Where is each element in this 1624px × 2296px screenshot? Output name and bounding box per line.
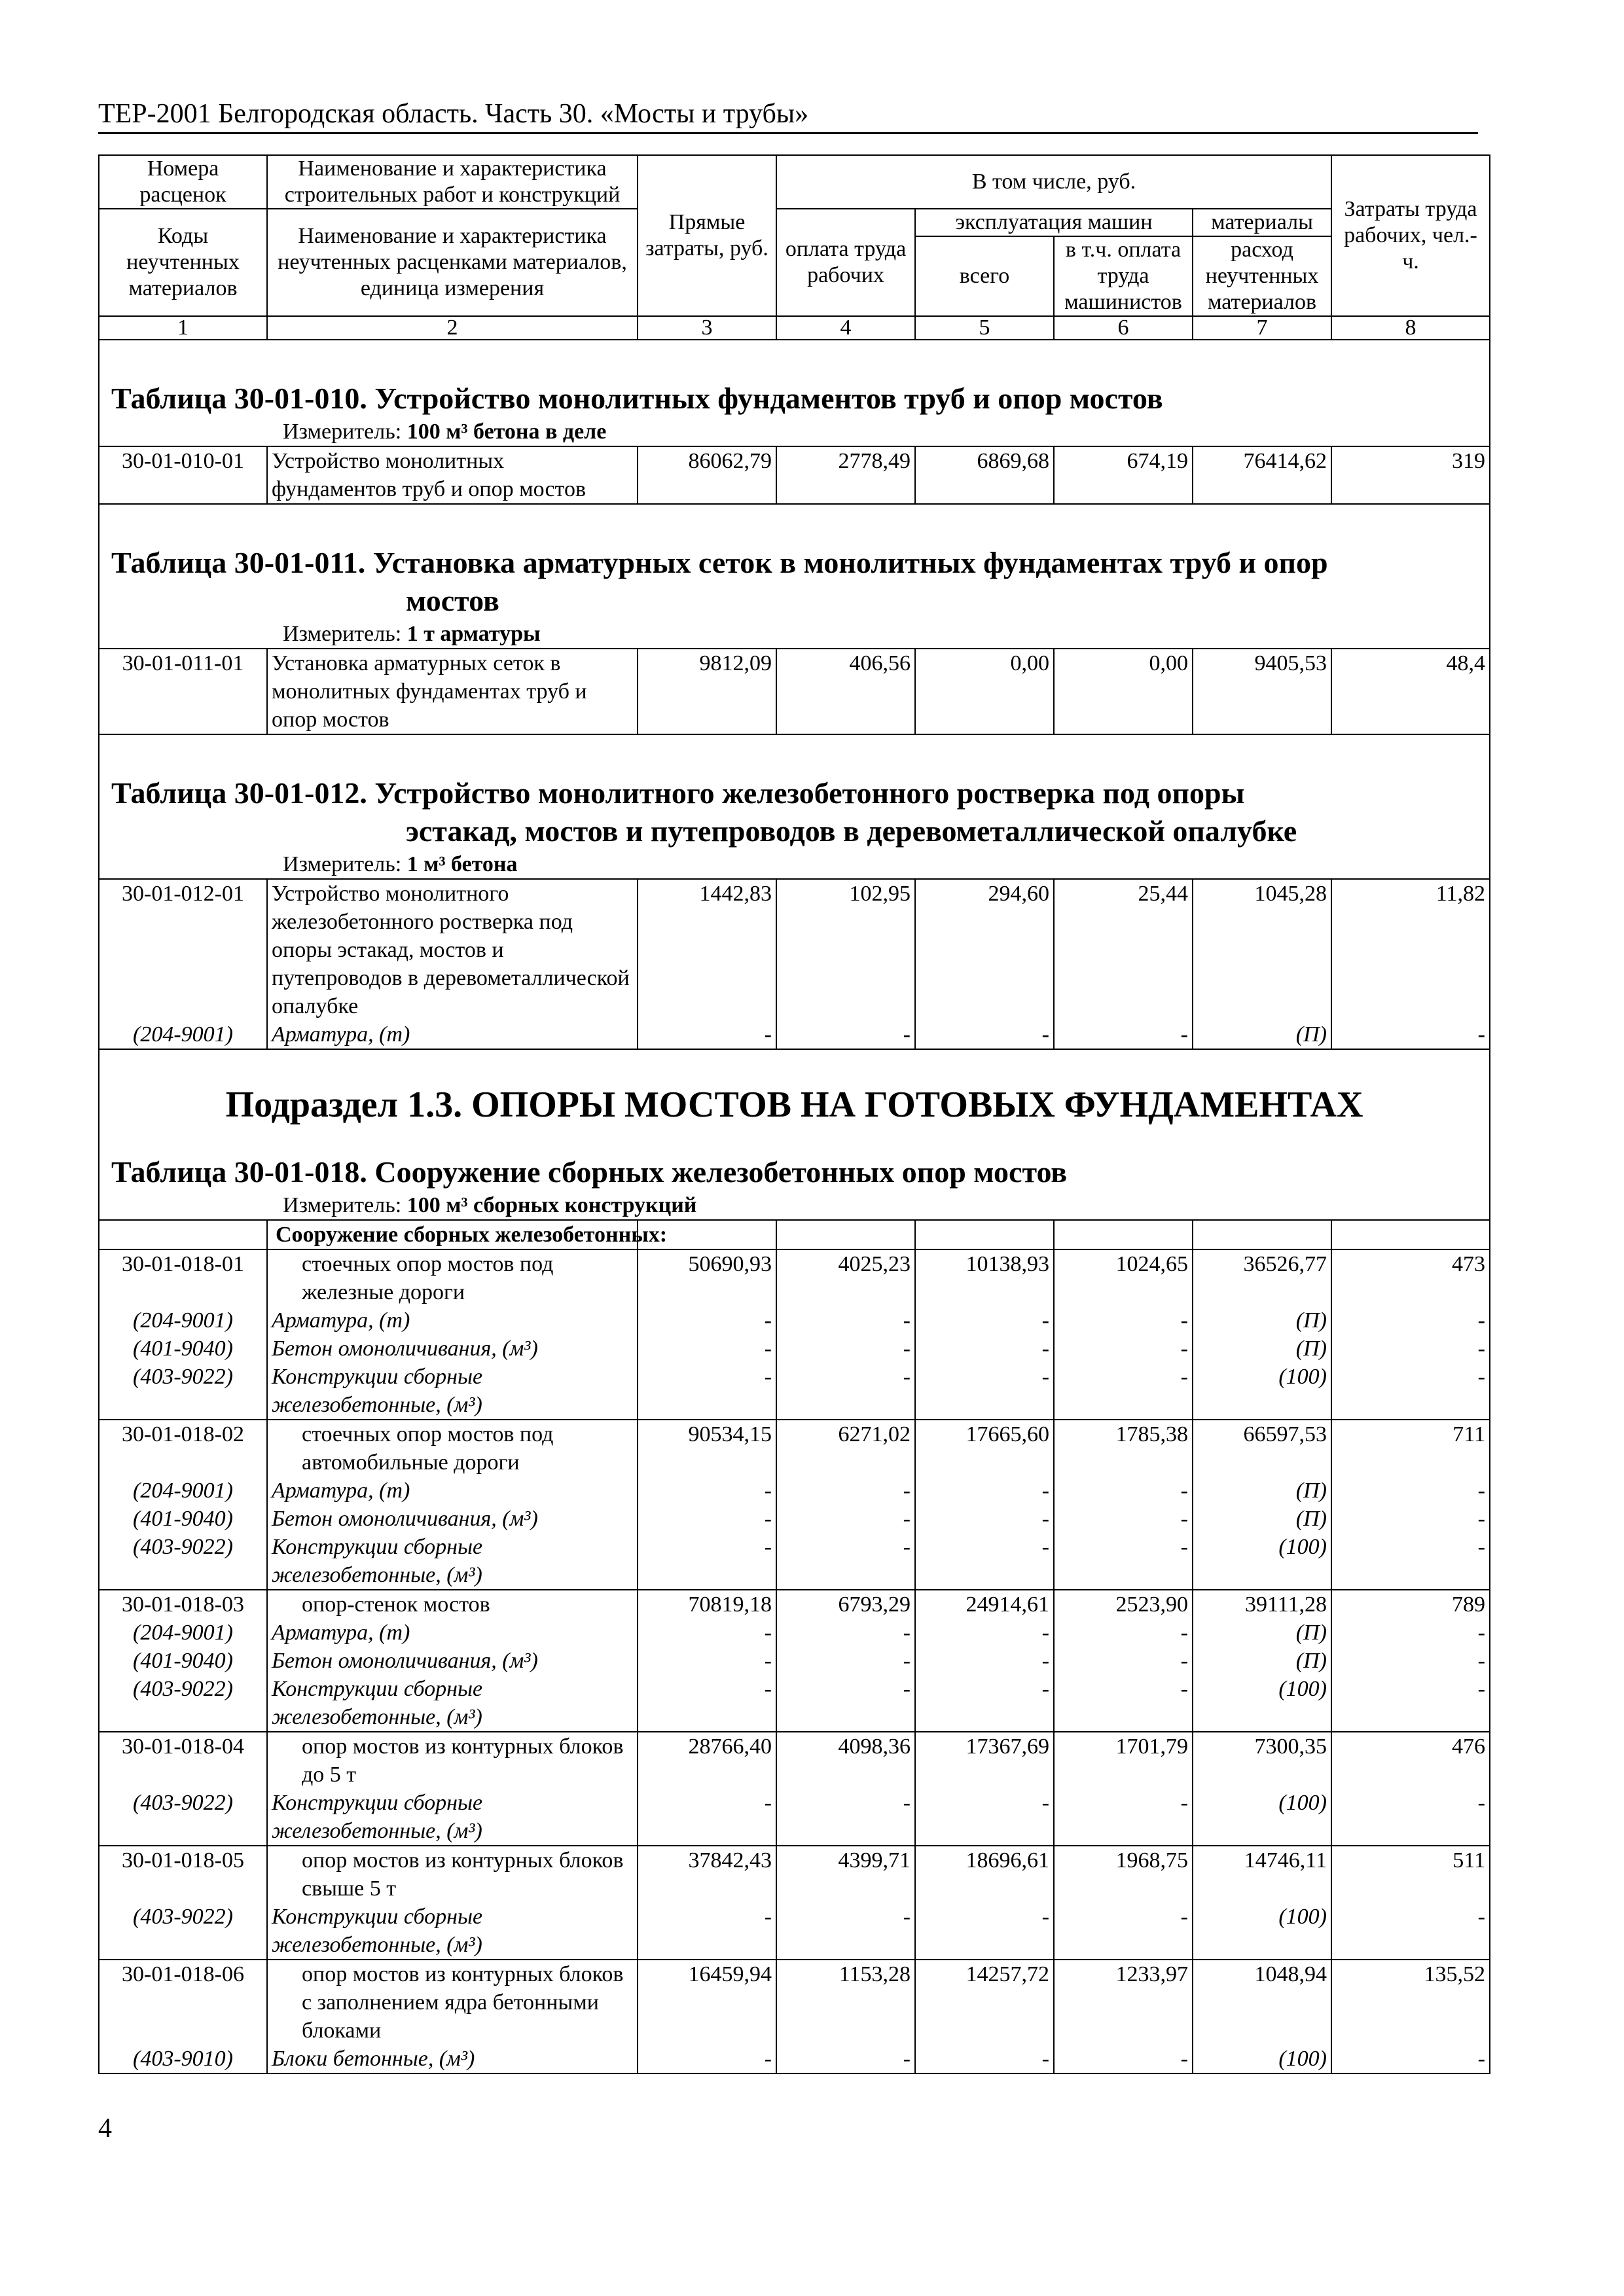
cell-machinists-pay: - bbox=[1054, 1477, 1193, 1505]
cell-direct-cost: - bbox=[638, 1647, 776, 1675]
cell-direct-cost: - bbox=[638, 1903, 776, 1960]
document-body bbox=[98, 154, 1489, 2074]
col5-header: всего bbox=[915, 236, 1054, 316]
cell-materials: (100) bbox=[1193, 1533, 1331, 1590]
cell-labor-hours: - bbox=[1331, 1619, 1490, 1647]
table-header bbox=[99, 155, 1490, 340]
material-code: (401-9040) bbox=[99, 1505, 267, 1533]
material-name: Бетон омоноличивания, (м³) bbox=[267, 1335, 638, 1363]
cell-machines-total: 294,60 bbox=[915, 879, 1054, 1020]
rate-name: опор мостов из контурных блоков с заполнением ядра бетонными блоками bbox=[267, 1960, 638, 2045]
cell-labor-pay: 4399,71 bbox=[776, 1846, 915, 1903]
rate-code: 30-01-018-02 bbox=[99, 1420, 267, 1477]
cell-machinists-pay: 1785,38 bbox=[1054, 1420, 1193, 1477]
material-row bbox=[99, 1306, 1490, 1335]
group-label: Сооружение сборных железобетонных: bbox=[267, 1220, 638, 1249]
cell-machinists-pay: - bbox=[1054, 1363, 1193, 1420]
cell-direct-cost: - bbox=[638, 1363, 776, 1420]
table-title-line: Таблица 30-01-012. Устройство монолитного железобетонного ростверка под опоры bbox=[111, 776, 1245, 810]
col-number: 7 bbox=[1193, 316, 1331, 340]
col-number: 6 bbox=[1054, 316, 1193, 340]
cell-labor-pay: - bbox=[776, 1363, 915, 1420]
material-row bbox=[99, 1903, 1490, 1960]
cell-direct-cost: 50690,93 bbox=[638, 1249, 776, 1306]
page-header: ТЕР-2001 Белгородская область. Часть 30. «Мосты и трубы» bbox=[98, 97, 1478, 134]
cell-machinists-pay: - bbox=[1054, 1675, 1193, 1732]
table-row bbox=[99, 1846, 1490, 1903]
col-number: 4 bbox=[776, 316, 915, 340]
material-name: Конструкции сборные железобетонные, (м³) bbox=[267, 1903, 638, 1960]
cell-labor-hours: - bbox=[1331, 1505, 1490, 1533]
cell-labor-pay: - bbox=[776, 1675, 915, 1732]
cell-machines-total: 10138,93 bbox=[915, 1249, 1054, 1306]
cell-labor-hours: 789 bbox=[1331, 1590, 1490, 1619]
cell-machines-total: - bbox=[915, 1789, 1054, 1846]
material-name: Арматура, (т) bbox=[267, 1306, 638, 1335]
material-row bbox=[99, 1335, 1490, 1363]
measure-label: Измеритель: bbox=[283, 622, 402, 646]
col-number: 3 bbox=[638, 316, 776, 340]
cell-machines-total: 17665,60 bbox=[915, 1420, 1054, 1477]
rate-code: 30-01-018-05 bbox=[99, 1846, 267, 1903]
cell-machinists-pay: - bbox=[1054, 1020, 1193, 1049]
material-row bbox=[99, 1533, 1490, 1590]
cell-direct-cost: 86062,79 bbox=[638, 446, 776, 504]
cell-labor-hours: - bbox=[1331, 1647, 1490, 1675]
cell-direct-cost: 28766,40 bbox=[638, 1732, 776, 1789]
cell-direct-cost: - bbox=[638, 1335, 776, 1363]
cell-materials: 76414,62 bbox=[1193, 446, 1331, 504]
cell-materials: (100) bbox=[1193, 1903, 1331, 1960]
table-title bbox=[99, 504, 1490, 620]
material-code: (403-9022) bbox=[99, 1533, 267, 1590]
table-title bbox=[99, 734, 1490, 850]
material-name: Арматура, (т) bbox=[267, 1020, 638, 1049]
cell-labor-hours: - bbox=[1331, 1675, 1490, 1732]
cell-materials: 36526,77 bbox=[1193, 1249, 1331, 1306]
cell-materials: (П) bbox=[1193, 1505, 1331, 1533]
measure-label: Измеритель: bbox=[283, 1193, 402, 1217]
rate-name: стоечных опор мостов под железные дороги bbox=[267, 1249, 638, 1306]
cell-direct-cost: 9812,09 bbox=[638, 649, 776, 734]
cell-labor-pay: - bbox=[776, 1647, 915, 1675]
cell-labor-pay: - bbox=[776, 1477, 915, 1505]
material-code: (403-9022) bbox=[99, 1789, 267, 1846]
rate-name: стоечных опор мостов под автомобильные дороги bbox=[267, 1420, 638, 1477]
cell-labor-pay: - bbox=[776, 1533, 915, 1590]
cell-direct-cost: - bbox=[638, 1477, 776, 1505]
rate-code: 30-01-010-01 bbox=[99, 446, 267, 504]
rate-code: 30-01-018-06 bbox=[99, 1960, 267, 2045]
material-name: Бетон омоноличивания, (м³) bbox=[267, 1505, 638, 1533]
cell-materials: 7300,35 bbox=[1193, 1732, 1331, 1789]
cell-labor-pay: 4098,36 bbox=[776, 1732, 915, 1789]
cell-machinists-pay: - bbox=[1054, 1903, 1193, 1960]
cell-labor-pay: - bbox=[776, 1619, 915, 1647]
cell-labor-pay: - bbox=[776, 1505, 915, 1533]
material-name: Бетон омоноличивания, (м³) bbox=[267, 1647, 638, 1675]
material-row bbox=[99, 2045, 1490, 2073]
material-name: Конструкции сборные железобетонные, (м³) bbox=[267, 1533, 638, 1590]
cell-labor-pay: 102,95 bbox=[776, 879, 915, 1020]
cell-direct-cost: - bbox=[638, 1020, 776, 1049]
table-row bbox=[99, 879, 1490, 1020]
material-row bbox=[99, 1363, 1490, 1420]
cell-materials: 1045,28 bbox=[1193, 879, 1331, 1020]
cell-labor-hours: 319 bbox=[1331, 446, 1490, 504]
cell-direct-cost: - bbox=[638, 1789, 776, 1846]
cell-machinists-pay: 2523,90 bbox=[1054, 1590, 1193, 1619]
material-name: Арматура, (т) bbox=[267, 1477, 638, 1505]
measure-value: 100 м³ бетона в деле bbox=[406, 420, 607, 444]
col8-header: Затраты труда рабочих, чел.-ч. bbox=[1331, 155, 1490, 316]
cell-direct-cost: - bbox=[638, 1533, 776, 1590]
rate-name: Устройство монолитного железобетонного ростверка под опоры эстакад, мостов и путепроводов в деревометаллической опалубке bbox=[267, 879, 638, 1020]
cell-direct-cost: - bbox=[638, 1675, 776, 1732]
table-row bbox=[99, 1590, 1490, 1619]
cell-labor-hours: - bbox=[1331, 1020, 1490, 1049]
table-title: Таблица 30-01-018. Сооружение сборных железобетонных опор мостов bbox=[99, 1140, 1490, 1191]
cell-labor-hours: 48,4 bbox=[1331, 649, 1490, 734]
table-row bbox=[99, 1732, 1490, 1789]
cell-machinists-pay: - bbox=[1054, 2045, 1193, 2073]
cell-labor-hours: 135,52 bbox=[1331, 1960, 1490, 2045]
rate-code: 30-01-018-03 bbox=[99, 1590, 267, 1619]
table-row bbox=[99, 649, 1490, 734]
cell-machines-total: 0,00 bbox=[915, 649, 1054, 734]
material-row bbox=[99, 1619, 1490, 1647]
cell-labor-hours: - bbox=[1331, 1477, 1490, 1505]
measure-value: 1 м³ бетона bbox=[406, 852, 518, 876]
rate-name: Устройство монолитных фундаментов труб и опор мостов bbox=[267, 446, 638, 504]
rate-code: 30-01-012-01 bbox=[99, 879, 267, 1020]
cell-machinists-pay: - bbox=[1054, 1619, 1193, 1647]
col1-bottom-header: Коды неучтенных материалов bbox=[99, 209, 267, 316]
group-row bbox=[99, 1220, 1490, 1249]
cell-direct-cost: - bbox=[638, 1619, 776, 1647]
cell-labor-pay: - bbox=[776, 1306, 915, 1335]
cell-labor-hours: - bbox=[1331, 1306, 1490, 1335]
cell-materials: (П) bbox=[1193, 1020, 1331, 1049]
material-code: (403-9022) bbox=[99, 1363, 267, 1420]
col2-top-header: Наименование и характеристика строительных работ и конструкций bbox=[267, 155, 638, 209]
cell-machinists-pay: 674,19 bbox=[1054, 446, 1193, 504]
cell-machinists-pay: 1701,79 bbox=[1054, 1732, 1193, 1789]
col2-bottom-header: Наименование и характеристика неучтенных расценками материалов, единица измерения bbox=[267, 209, 638, 316]
cell-machinists-pay: 1233,97 bbox=[1054, 1960, 1193, 2045]
cell-labor-pay: - bbox=[776, 2045, 915, 2073]
cell-direct-cost: 70819,18 bbox=[638, 1590, 776, 1619]
machines-header: эксплуатация машин bbox=[915, 209, 1193, 236]
cell-machines-total: 24914,61 bbox=[915, 1590, 1054, 1619]
cell-machinists-pay: - bbox=[1054, 1505, 1193, 1533]
cell-materials: 39111,28 bbox=[1193, 1590, 1331, 1619]
cell-machines-total: 6869,68 bbox=[915, 446, 1054, 504]
material-name: Конструкции сборные железобетонные, (м³) bbox=[267, 1789, 638, 1846]
cell-machines-total: - bbox=[915, 1533, 1054, 1590]
table-row bbox=[99, 446, 1490, 504]
cell-direct-cost: 90534,15 bbox=[638, 1420, 776, 1477]
table-title-line: Таблица 30-01-011. Установка арматурных сеток в монолитных фундаментах труб и опор bbox=[111, 546, 1328, 579]
cell-materials: (100) bbox=[1193, 1789, 1331, 1846]
col6-header: в т.ч. оплата труда машинистов bbox=[1054, 236, 1193, 316]
material-row bbox=[99, 1505, 1490, 1533]
col-number: 2 bbox=[267, 316, 638, 340]
cell-direct-cost: - bbox=[638, 2045, 776, 2073]
cell-labor-pay: - bbox=[776, 1020, 915, 1049]
measure-line bbox=[99, 850, 1490, 879]
material-code: (204-9001) bbox=[99, 1619, 267, 1647]
cell-machinists-pay: - bbox=[1054, 1789, 1193, 1846]
col3-header: Прямые затраты, руб. bbox=[638, 155, 776, 316]
table-row bbox=[99, 1249, 1490, 1306]
cell-machines-total: - bbox=[915, 1619, 1054, 1647]
material-row bbox=[99, 1020, 1490, 1049]
cell-labor-pay: 1153,28 bbox=[776, 1960, 915, 2045]
cell-machines-total: 18696,61 bbox=[915, 1846, 1054, 1903]
material-code: (403-9022) bbox=[99, 1675, 267, 1732]
cell-materials: (П) bbox=[1193, 1647, 1331, 1675]
rate-name: опор мостов из контурных блоков до 5 т bbox=[267, 1732, 638, 1789]
cell-labor-hours: - bbox=[1331, 2045, 1490, 2073]
cell-machinists-pay: 1968,75 bbox=[1054, 1846, 1193, 1903]
measure-label: Измеритель: bbox=[283, 420, 402, 444]
cell-labor-pay: 2778,49 bbox=[776, 446, 915, 504]
cell-direct-cost: 1442,83 bbox=[638, 879, 776, 1020]
cell-direct-cost: - bbox=[638, 1505, 776, 1533]
col1-top-header: Номера расценок bbox=[99, 155, 267, 209]
cell-labor-hours: - bbox=[1331, 1533, 1490, 1590]
cell-machines-total: - bbox=[915, 1335, 1054, 1363]
material-name: Конструкции сборные железобетонные, (м³) bbox=[267, 1675, 638, 1732]
rate-name: опор мостов из контурных блоков свыше 5 т bbox=[267, 1846, 638, 1903]
measure-label: Измеритель: bbox=[283, 852, 402, 876]
cell-machinists-pay: 1024,65 bbox=[1054, 1249, 1193, 1306]
col-number: 5 bbox=[915, 316, 1054, 340]
cell-labor-pay: 6793,29 bbox=[776, 1590, 915, 1619]
rate-name: Установка арматурных сеток в монолитных фундаментах труб и опор мостов bbox=[267, 649, 638, 734]
materials-header: материалы bbox=[1193, 209, 1331, 236]
measure-value: 1 т арматуры bbox=[406, 622, 541, 646]
cell-labor-hours: - bbox=[1331, 1363, 1490, 1420]
cell-materials: (П) bbox=[1193, 1335, 1331, 1363]
cell-machinists-pay: 25,44 bbox=[1054, 879, 1193, 1020]
cell-machinists-pay: - bbox=[1054, 1335, 1193, 1363]
cell-labor-hours: - bbox=[1331, 1789, 1490, 1846]
material-code: (204-9001) bbox=[99, 1306, 267, 1335]
material-row bbox=[99, 1477, 1490, 1505]
material-code: (403-9022) bbox=[99, 1903, 267, 1960]
material-row bbox=[99, 1789, 1490, 1846]
cell-machines-total: - bbox=[915, 1675, 1054, 1732]
rates-table bbox=[98, 154, 1490, 2074]
table-title: Таблица 30-01-010. Устройство монолитных фундаментов труб и опор мостов bbox=[99, 340, 1490, 418]
material-code: (204-9001) bbox=[99, 1477, 267, 1505]
cell-materials: (100) bbox=[1193, 2045, 1331, 2073]
cell-materials: 66597,53 bbox=[1193, 1420, 1331, 1477]
table-title-line: мостов bbox=[406, 584, 499, 617]
cell-labor-hours: - bbox=[1331, 1335, 1490, 1363]
measure-line bbox=[99, 1191, 1490, 1220]
cell-materials: (П) bbox=[1193, 1477, 1331, 1505]
material-code: (401-9040) bbox=[99, 1335, 267, 1363]
cell-labor-hours: 11,82 bbox=[1331, 879, 1490, 1020]
cell-machinists-pay: - bbox=[1054, 1306, 1193, 1335]
cell-machines-total: - bbox=[915, 2045, 1054, 2073]
material-code: (401-9040) bbox=[99, 1647, 267, 1675]
cell-direct-cost: - bbox=[638, 1306, 776, 1335]
cell-labor-pay: 6271,02 bbox=[776, 1420, 915, 1477]
table-row bbox=[99, 1960, 1490, 2045]
cell-machines-total: - bbox=[915, 1647, 1054, 1675]
cell-materials: 1048,94 bbox=[1193, 1960, 1331, 2045]
cell-direct-cost: 16459,94 bbox=[638, 1960, 776, 2045]
cell-machines-total: - bbox=[915, 1306, 1054, 1335]
measure-line bbox=[99, 620, 1490, 649]
cell-materials: 9405,53 bbox=[1193, 649, 1331, 734]
col4-header: оплата труда рабочих bbox=[776, 209, 915, 316]
incl-header: В том числе, руб. bbox=[776, 155, 1331, 209]
col7-header: расход неучтенных материалов bbox=[1193, 236, 1331, 316]
material-name: Конструкции сборные железобетонные, (м³) bbox=[267, 1363, 638, 1420]
cell-machines-total: 14257,72 bbox=[915, 1960, 1054, 2045]
material-code: (403-9010) bbox=[99, 2045, 267, 2073]
cell-materials: (П) bbox=[1193, 1306, 1331, 1335]
rate-code: 30-01-011-01 bbox=[99, 649, 267, 734]
cell-materials: 14746,11 bbox=[1193, 1846, 1331, 1903]
material-row bbox=[99, 1647, 1490, 1675]
t018-rows bbox=[99, 1249, 1490, 2073]
table-title-line: эстакад, мостов и путепроводов в деревометаллической опалубке bbox=[406, 814, 1297, 848]
cell-labor-pay: - bbox=[776, 1903, 915, 1960]
cell-materials: (100) bbox=[1193, 1363, 1331, 1420]
col-number: 1 bbox=[99, 316, 267, 340]
subsection-title: Подраздел 1.3. ОПОРЫ МОСТОВ НА ГОТОВЫХ ФУНДАМЕНТАХ bbox=[99, 1049, 1490, 1140]
rate-name: опор-стенок мостов bbox=[267, 1590, 638, 1619]
cell-labor-hours: 511 bbox=[1331, 1846, 1490, 1903]
cell-machinists-pay: 0,00 bbox=[1054, 649, 1193, 734]
measure-value: 100 м³ сборных конструкций bbox=[406, 1193, 697, 1217]
material-name: Арматура, (т) bbox=[267, 1619, 638, 1647]
cell-labor-pay: 406,56 bbox=[776, 649, 915, 734]
material-name: Блоки бетонные, (м³) bbox=[267, 2045, 638, 2073]
cell-direct-cost: 37842,43 bbox=[638, 1846, 776, 1903]
cell-labor-hours: 476 bbox=[1331, 1732, 1490, 1789]
cell-materials: (П) bbox=[1193, 1619, 1331, 1647]
cell-machines-total: - bbox=[915, 1505, 1054, 1533]
cell-labor-pay: - bbox=[776, 1789, 915, 1846]
cell-machines-total: - bbox=[915, 1477, 1054, 1505]
cell-labor-hours: 473 bbox=[1331, 1249, 1490, 1306]
cell-labor-hours: 711 bbox=[1331, 1420, 1490, 1477]
table-row bbox=[99, 1420, 1490, 1477]
rate-code: 30-01-018-01 bbox=[99, 1249, 267, 1306]
cell-materials: (100) bbox=[1193, 1675, 1331, 1732]
cell-machines-total: 17367,69 bbox=[915, 1732, 1054, 1789]
cell-labor-hours: - bbox=[1331, 1903, 1490, 1960]
cell-labor-pay: - bbox=[776, 1335, 915, 1363]
cell-machinists-pay: - bbox=[1054, 1533, 1193, 1590]
material-code: (204-9001) bbox=[99, 1020, 267, 1049]
cell-labor-pay: 4025,23 bbox=[776, 1249, 915, 1306]
cell-machines-total: - bbox=[915, 1903, 1054, 1960]
cell-machinists-pay: - bbox=[1054, 1647, 1193, 1675]
measure-line bbox=[99, 418, 1490, 446]
cell-machines-total: - bbox=[915, 1020, 1054, 1049]
page-number: 4 bbox=[98, 2113, 112, 2144]
col-number: 8 bbox=[1331, 316, 1490, 340]
rate-code: 30-01-018-04 bbox=[99, 1732, 267, 1789]
cell-machines-total: - bbox=[915, 1363, 1054, 1420]
material-row bbox=[99, 1675, 1490, 1732]
